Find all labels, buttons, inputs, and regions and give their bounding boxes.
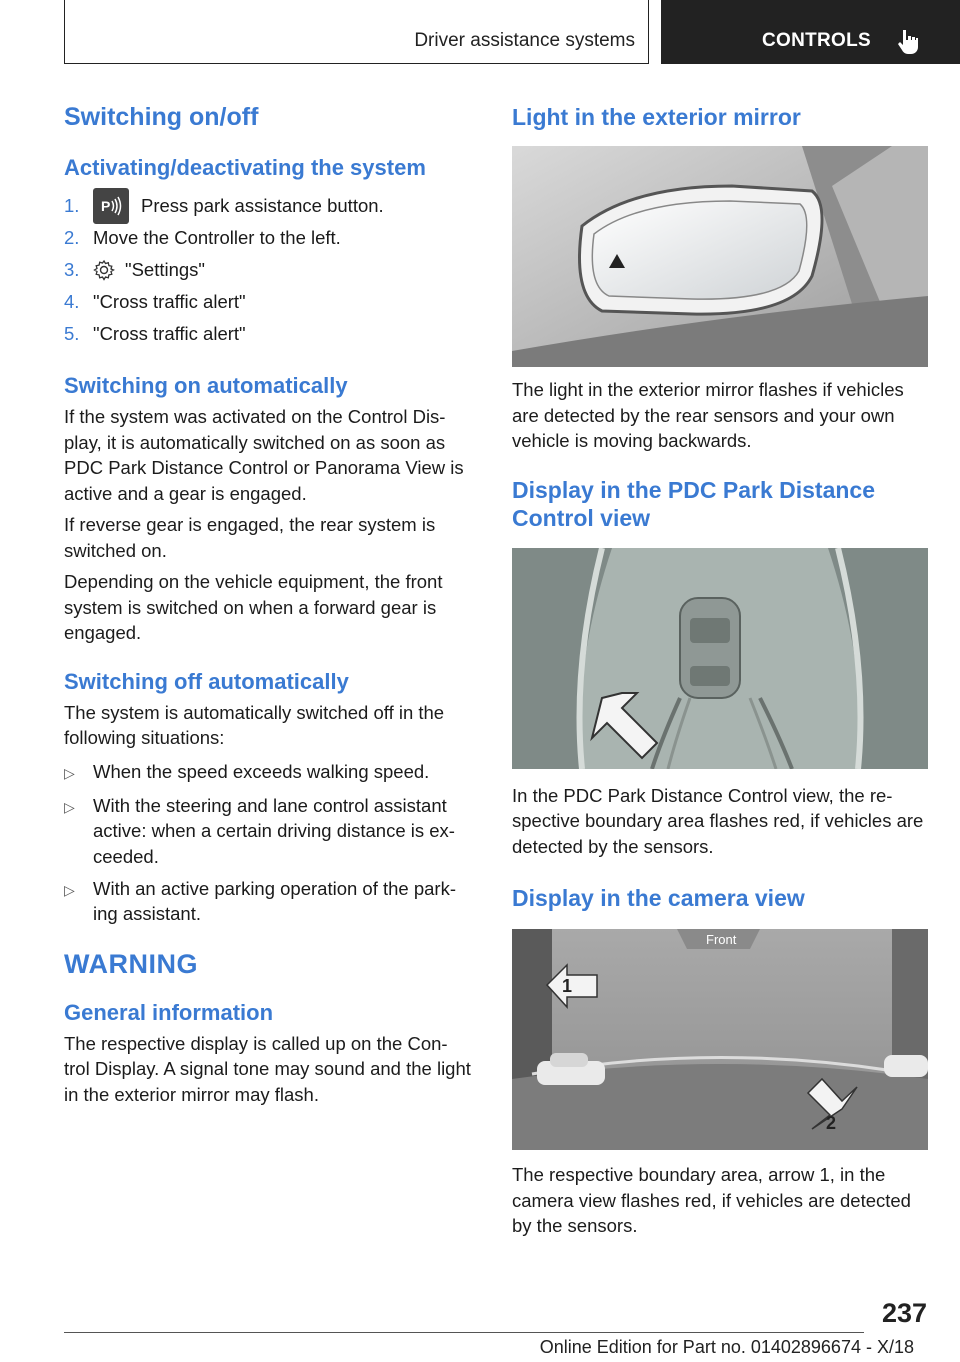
auto-on-heading: Switching on automatically xyxy=(64,373,348,398)
list-item xyxy=(64,876,474,927)
camera-text: The respective boundary area, arrow 1, in the camera view flashes red, if vehicles are detected by the sensors. xyxy=(512,1164,911,1236)
triangle-bullet-icon: ▷ xyxy=(64,798,75,815)
step-item xyxy=(64,318,474,350)
mirror-heading: Light in the exterior mirror xyxy=(512,104,801,130)
footer-divider xyxy=(64,1332,864,1333)
step-text: "Settings" xyxy=(125,259,205,280)
warning-heading: WARNING xyxy=(64,948,198,979)
general-info-heading: General information xyxy=(64,999,274,1025)
list-item xyxy=(64,759,474,787)
step-text: "Cross traffic alert" xyxy=(93,291,246,312)
list-item xyxy=(64,793,474,870)
exterior-mirror-image xyxy=(512,146,928,367)
step-text: "Cross traffic alert" xyxy=(93,323,246,344)
car-right-image xyxy=(884,1055,928,1077)
list-item-text: With an active parking operation of the park‐ ing assistant. xyxy=(93,877,456,924)
step-item xyxy=(64,190,474,222)
camera-arrow-1-label: 1 xyxy=(562,976,573,996)
auto-off-list xyxy=(64,759,474,927)
pdc-view-image xyxy=(512,548,928,769)
auto-on-paragraph: If reverse gear is engaged, the rear system is switched on. xyxy=(64,514,436,561)
general-info-text: The respective display is called up on the Con‐ trol Display. A signal tone may sound and the light in the exterior mirror may flash. xyxy=(64,1032,471,1105)
park-assist-button-icon xyxy=(93,188,129,224)
step-item xyxy=(64,222,474,254)
mirror-text: The light in the exterior mirror flashes if vehicles are detected by the rear sensors and your own vehicle is moving backwards. xyxy=(512,379,904,451)
gear-icon xyxy=(93,259,115,281)
right-column xyxy=(512,100,928,1239)
footer-edition: Online Edition for Part no. 01402896674 - X/18 xyxy=(539,1337,914,1357)
page-number: 237 xyxy=(881,1298,927,1328)
auto-off-intro: The system is automatically switched off in the following situations: xyxy=(64,701,445,748)
step-text: Move the Controller to the left. xyxy=(93,227,341,248)
step-number: 1. xyxy=(64,195,80,216)
step-item xyxy=(64,254,474,286)
step-number: 5. xyxy=(64,323,80,344)
step-text: Press park assistance button. xyxy=(141,195,384,216)
auto-off-heading: Switching off automatically xyxy=(64,668,349,694)
step-number: 2. xyxy=(64,227,80,248)
triangle-bullet-icon: ▷ xyxy=(64,881,75,898)
triangle-bullet-icon: ▷ xyxy=(64,764,75,781)
pdc-heading: Display in the PDC Park Distance Control view xyxy=(512,476,876,531)
pdc-text: In the PDC Park Distance Control view, the re‐ spective boundary area flashes red, if vehicles are detected by the sensors. xyxy=(512,784,924,857)
step-item xyxy=(64,286,474,318)
header-section-title: Driver assistance systems xyxy=(414,30,635,51)
list-item-text: With the steering and lane control assistant active: when a certain driving distance is ex‐ ceeded. xyxy=(93,794,455,867)
camera-front-label: Front xyxy=(706,932,737,947)
svg-text:P: P xyxy=(101,198,111,214)
section-title: Switching on/off xyxy=(64,103,259,131)
auto-on-paragraph: Depending on the vehicle equipment, the front system is switched on when a forward gear is engaged. xyxy=(64,571,443,643)
camera-arrow-2-label: 2 xyxy=(826,1113,837,1133)
steps-list xyxy=(64,190,474,350)
hand-pointer-icon xyxy=(896,28,920,54)
left-column xyxy=(64,100,474,1107)
header-chapter-title: CONTROLS xyxy=(762,30,872,51)
camera-heading: Display in the camera view xyxy=(512,885,805,911)
list-item-text: When the speed exceeds walking speed. xyxy=(93,760,430,782)
step-number: 3. xyxy=(64,259,80,280)
step-number: 4. xyxy=(64,291,80,312)
camera-view-image xyxy=(512,929,928,1150)
auto-on-paragraph: If the system was activated on the Control Dis‐ play, it is automatically switched on as soon as PDC Park Distance Control or Panorama View is active and a gear is engaged. xyxy=(64,406,464,504)
activate-heading: Activating/deactivating the system xyxy=(64,155,426,180)
